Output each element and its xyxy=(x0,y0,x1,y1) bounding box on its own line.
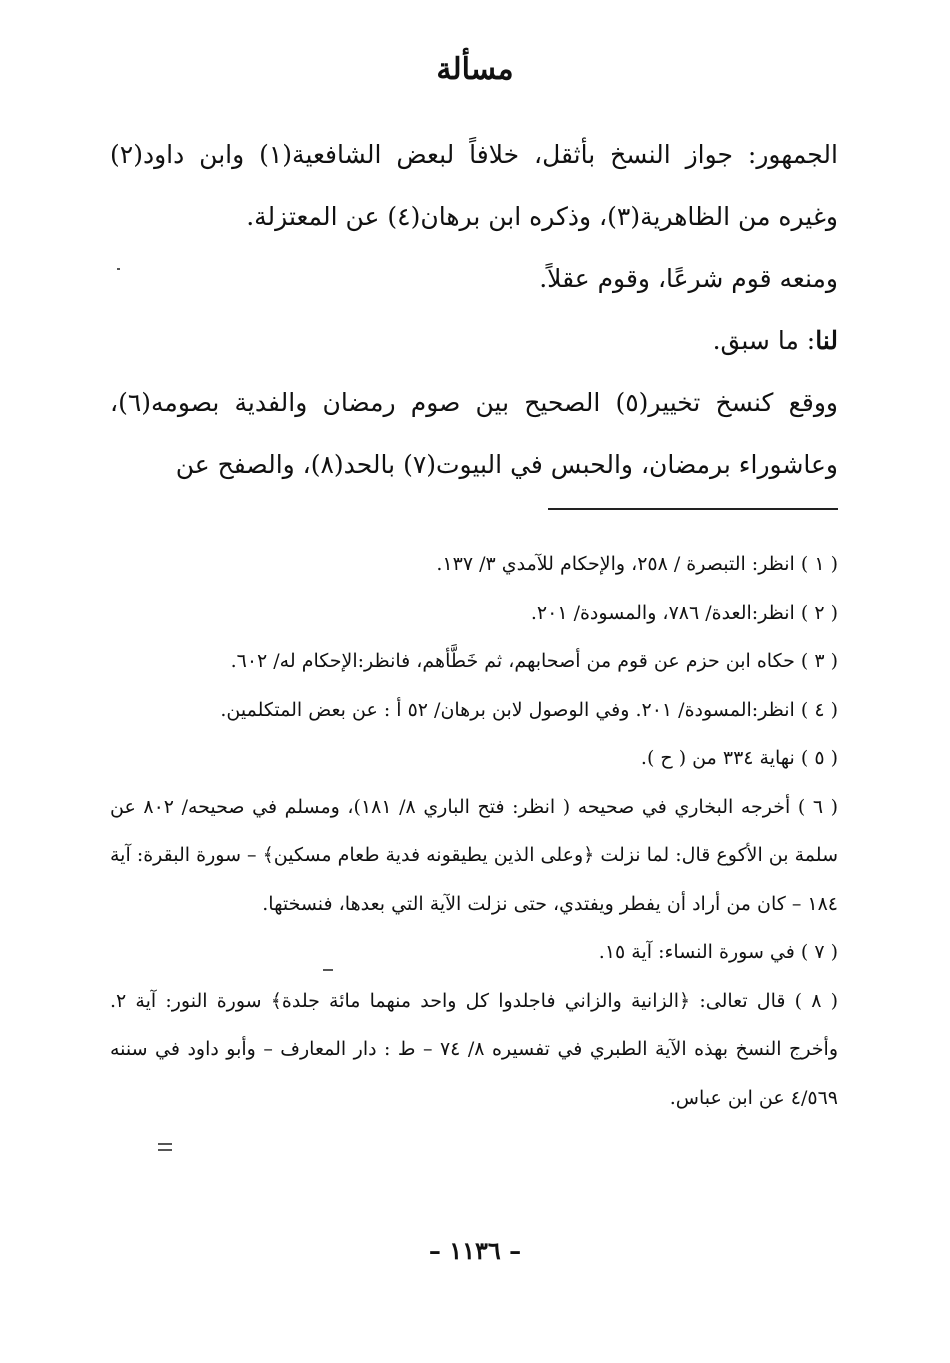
footnote-2: ( ٢ ) انظر:العدة/ ٧٨٦، والمسودة/ ٢٠١. xyxy=(530,601,838,624)
footnote-separator xyxy=(548,508,838,510)
footnote-7: ( ٧ ) في سورة النساء: آية ١٥. xyxy=(598,941,838,963)
scan-speck xyxy=(158,1143,172,1145)
scan-speck xyxy=(158,1149,172,1151)
footnote-3: ( ٣ ) حكاه ابن حزم عن قوم من أصحابهم، ثم خَطَّأهم، فانظر:الإحكام له/ ٦٠٢. xyxy=(230,650,838,672)
scan-speck xyxy=(323,969,333,971)
footnote-6: ( ٦ ) أخرجه البخاري في صحيحه ( انظر: فتح الباري ٨/ ١٨١)، ومسلم في صحيحه/ ٨٠٢ عن سلمة بن الأكوع قال: لما نزلت ﴿وعلى الذين يطيقونه فدية طعام مسكين﴾ – سورة البقرة: آية ١٨٤ – كان من أراد أن يفطر ويفتدي، حتى نزلت الآية التي بعدها، فنسختها. xyxy=(110,795,839,915)
page-number: – ١١٣٦ – xyxy=(428,1236,522,1265)
paragraph-majority-opinion: الجمهور: جواز النسخ بأثقل، خلافاً لبعض الشافعية(١) وابن داود(٢) وغيره من الظاهرية(٣)، وذكره ابن برهان(٤) عن المعتزلة. xyxy=(110,140,838,231)
our-evidence-label: لنا xyxy=(815,326,838,355)
scan-speck xyxy=(117,268,120,270)
footnote-4: ( ٤ ) انظر:المسودة/ ٢٠١. وفي الوصول لابن برهان/ ٥٢ أ : عن بعض المتكلمين. xyxy=(220,698,838,721)
page-title: مسألة xyxy=(436,52,514,87)
paragraph-prohibition: ومنعه قوم شرعًا، وقوم عقلاً. xyxy=(539,264,838,293)
our-evidence-text: : ما سبق. xyxy=(712,326,816,355)
footnote-1: ( ١ ) انظر: التبصرة / ٢٥٨، والإحكام للآمدي ٣/ ١٣٧. xyxy=(436,553,838,575)
footnote-8: ( ٨ ) قال تعالى: ﴿الزانية والزاني فاجلدوا كل واحد منهما مائة جلدة﴾ سورة النور: آية ٢. وأخرج النسخ بهذه الآية الطبري في تفسيره ٨/ ٧٤ – ط : دار المعارف – وأبو داود في سننه ٤/٥٦٩ عن ابن عباس. xyxy=(110,989,839,1109)
main-text-block xyxy=(110,124,838,496)
paragraph-our-evidence xyxy=(110,310,838,372)
footnote-5: ( ٥ ) نهاية ٣٣٤ من ( ح ). xyxy=(640,747,838,769)
footnotes-block xyxy=(110,540,838,1122)
paragraph-occurrence: ووقع كنسخ تخيير(٥) الصحيح بين صوم رمضان والفدية بصومه(٦)، وعاشوراء برمضان، والحبس في البيوت(٧) بالحد(٨)، والصفح عن xyxy=(110,388,839,479)
